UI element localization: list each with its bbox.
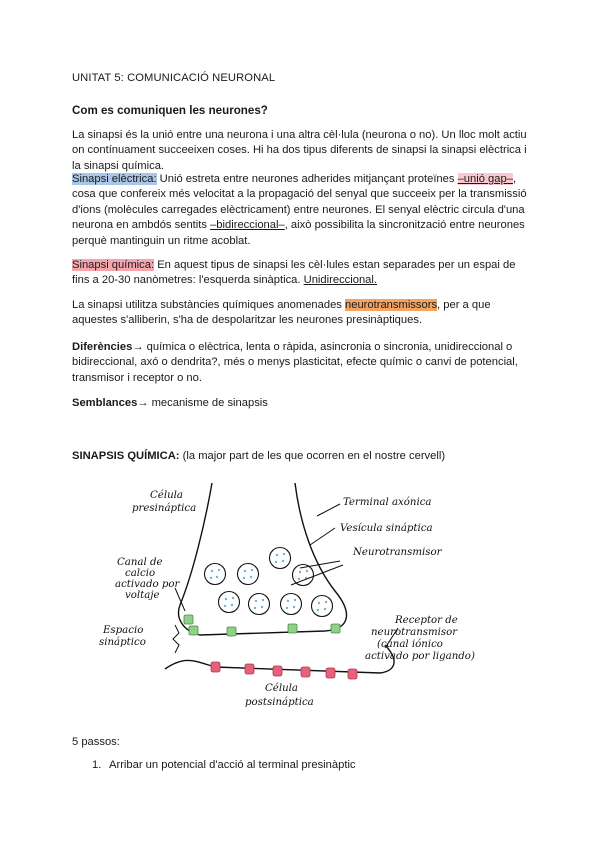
vesicle bbox=[238, 564, 259, 585]
receptor-label-1: Receptor de bbox=[395, 615, 458, 626]
chemical-synapse-label: Sinapsi química: bbox=[72, 259, 155, 271]
similarities-paragraph bbox=[72, 396, 532, 411]
vesicle bbox=[312, 596, 333, 617]
receptor-label-2: neurotransmisor bbox=[371, 627, 458, 638]
similarities-text: → mecanisme de sinapsis bbox=[137, 397, 268, 409]
presynaptic-label-2: presináptica bbox=[132, 503, 197, 514]
unit-title: UNITAT 5: COMUNICACIÓ NEURONAL bbox=[72, 72, 276, 84]
intro-paragraph: La sinapsi és la unió entre una neurona i una altra cèl·lula (neurona o no). Un lloc molt actiu on contínuament succeeixen coses. Hi ha dos tipus diferents de sinapsi la sinapsi elèctrica i la sinapsi química. bbox=[72, 129, 527, 172]
similarities-label: Semblances bbox=[72, 397, 138, 409]
synaptic-space-label-1: Espacio bbox=[103, 625, 144, 636]
postsynaptic-label-1: Célula bbox=[265, 683, 298, 694]
calcium-channel bbox=[227, 627, 236, 636]
list-item-number: 1. bbox=[92, 759, 102, 771]
electric-text-1: Unió estreta entre neurones adherides mitjançant proteïnes bbox=[156, 173, 458, 185]
bidirectional-term: –bidireccional– bbox=[210, 219, 285, 232]
unidirectional-term: Unidireccional. bbox=[303, 274, 377, 287]
chemical-synapse-section bbox=[72, 449, 532, 464]
differences-paragraph bbox=[72, 340, 532, 386]
axon-terminal-label: Terminal axónica bbox=[343, 497, 432, 508]
neuro-text-1: La sinapsi utilitza substàncies químiques anomenades bbox=[72, 299, 346, 311]
vesicle bbox=[205, 564, 226, 585]
neurotransmitter-paragraph bbox=[72, 298, 532, 329]
differences-text: → química o elèctrica, lenta o ràpida, asincronia o sincronia, unidireccional o bidireccional, axó o dendrita?, més o menys plasticitat, efecte químic o canvi de potencial, transmisor i receptor o no. bbox=[72, 341, 518, 384]
electric-synapse-label: Sinapsi elèctrica: bbox=[72, 173, 157, 185]
chemical-section-text: (la major part de les que ocorren en el nostre cervell) bbox=[179, 450, 446, 462]
calcium-channel bbox=[288, 624, 297, 633]
chemical-text-1: En aquest tipus de sinapsi les cèl·lules estan separades per un espai de fins a 20-30 nanòmetres: l'esquerda sinàptica. bbox=[72, 259, 516, 287]
presynaptic-label-1: Célula bbox=[150, 490, 183, 501]
calcium-channel bbox=[331, 624, 340, 633]
postsynaptic-label-2: postsináptica bbox=[245, 697, 314, 708]
calcium-channel-label-1: Canal de bbox=[117, 557, 163, 568]
receptor bbox=[245, 664, 254, 674]
neurotransmitter-label: Neurotransmisor bbox=[353, 547, 442, 558]
synaptic-vesicle-label: Vesícula sináptica bbox=[340, 523, 433, 534]
receptor bbox=[211, 662, 220, 672]
chemical-section-label: SINAPSIS QUÍMICA: bbox=[72, 450, 180, 462]
synaptic-vesicles bbox=[205, 548, 333, 617]
calcium-channel-label-3: activado por bbox=[115, 579, 180, 590]
vesicle bbox=[249, 594, 270, 615]
electric-text-3: , això possibilita la sincronització entre neurones perquè mantinguin un ritme acoblat. bbox=[72, 219, 525, 247]
receptor bbox=[301, 667, 310, 677]
electric-synapse-paragraph bbox=[72, 172, 532, 249]
calcium-channel bbox=[189, 626, 198, 635]
section-heading: Com es comuniquen les neurones? bbox=[72, 104, 268, 117]
neuro-text-2: , per a que aquestes s'alliberin, s'ha de despolaritzar les neurones presinàptiques. bbox=[72, 299, 491, 327]
chemical-synapse-paragraph bbox=[72, 258, 532, 289]
gap-junction-term: –unió gap– bbox=[457, 173, 513, 185]
list-item-text: Arribar un potencial d'acció al terminal presinàptic bbox=[109, 759, 356, 771]
differences-label: Diferències bbox=[72, 341, 133, 353]
receptor bbox=[348, 669, 357, 679]
steps-title: 5 passos: bbox=[72, 736, 120, 748]
vesicle bbox=[219, 592, 240, 613]
receptors bbox=[211, 662, 357, 679]
electric-text-2: , cosa que confereix més velocitat a la propagació del senyal que succeeix per la transmissió d'ions (molècules carregades elèctricament) entre neurones. El senyal elèctric circula d'una neurona en ambdós sentits bbox=[72, 173, 527, 232]
presynaptic-membrane bbox=[179, 483, 347, 635]
neurotransmitter-dots bbox=[210, 553, 327, 611]
calcium-channel-label-2: calcio bbox=[125, 568, 156, 579]
receptor-label-4: activado por ligando) bbox=[365, 651, 475, 662]
receptor-label-3: (canal iónico bbox=[377, 639, 443, 650]
neurotransmitters-term: neurotransmissors bbox=[345, 299, 438, 311]
receptor bbox=[273, 666, 282, 676]
vesicle bbox=[281, 594, 302, 615]
calcium-channel bbox=[184, 615, 193, 624]
calcium-channel-label-4: voltaje bbox=[125, 590, 160, 601]
vesicle bbox=[270, 548, 291, 569]
chemical-synapse-diagram bbox=[95, 473, 495, 713]
receptor bbox=[326, 668, 335, 678]
synaptic-space-label-2: sináptico bbox=[99, 637, 146, 648]
